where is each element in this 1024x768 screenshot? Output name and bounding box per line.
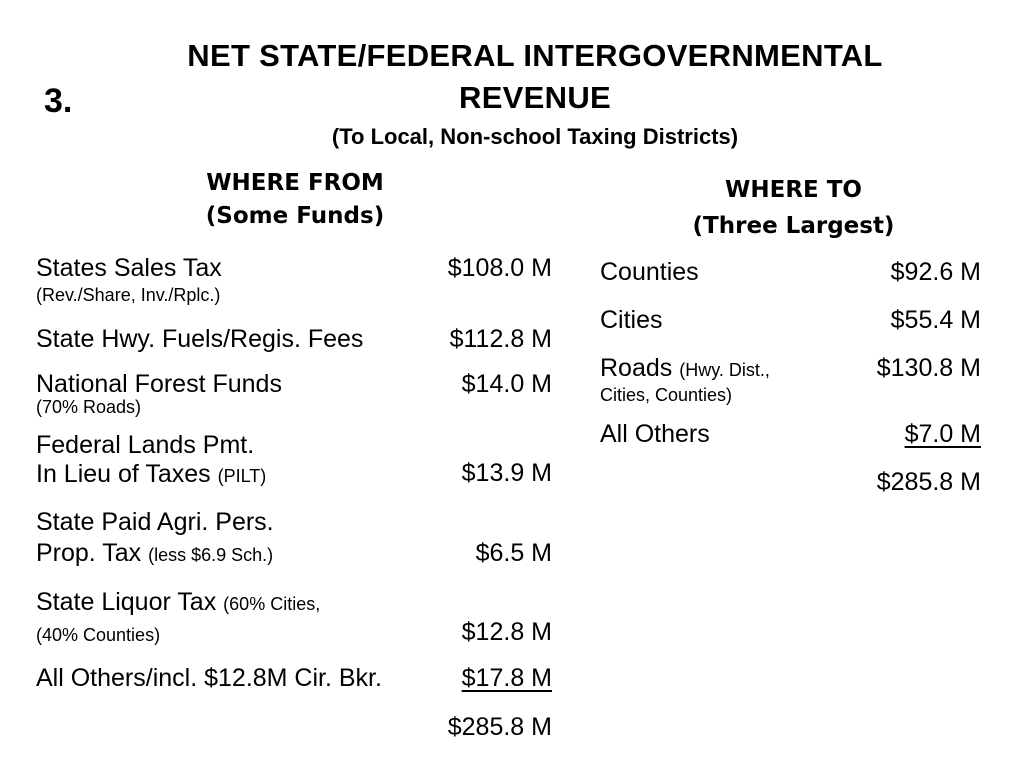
slide-number: 3. bbox=[44, 82, 73, 120]
where-from-total: $285.8 M bbox=[447, 713, 552, 741]
where-from-row-label-line-2 bbox=[36, 539, 273, 568]
where-to-row-amount: $92.6 M bbox=[890, 258, 981, 286]
where-from-row-amount: $112.8 M bbox=[449, 325, 552, 353]
where-to-row-note-line-2: Cities, Counties) bbox=[600, 385, 733, 405]
where-from-row-note: (PILT) bbox=[217, 466, 267, 486]
where-to-row-note: (Hwy. Dist., bbox=[679, 360, 770, 380]
where-from-row-amount: $6.5 M bbox=[475, 539, 552, 567]
where-to-row-label-line-1 bbox=[600, 354, 770, 383]
where-to-row-amount bbox=[820, 420, 981, 449]
where-to-row-label: All Others bbox=[600, 420, 710, 448]
where-from-row-note: (70% Roads) bbox=[36, 397, 142, 417]
where-from-row-label-line-1: Federal Lands Pmt. bbox=[36, 431, 255, 459]
slide-title-line-2: REVENUE bbox=[459, 80, 611, 115]
where-to-row-label: Counties bbox=[600, 258, 699, 286]
where-from-row-label-line-2 bbox=[36, 460, 266, 489]
where-from-row-label: National Forest Funds bbox=[36, 370, 282, 398]
where-from-row-label: In Lieu of Taxes bbox=[36, 460, 211, 488]
where-from-row-amount bbox=[390, 664, 552, 693]
where-from-row-amount: $12.8 M bbox=[461, 618, 552, 646]
where-to-total: $285.8 M bbox=[876, 468, 981, 496]
slide-title-line-1: NET STATE/FEDERAL INTERGOVERNMENTAL bbox=[187, 38, 883, 73]
where-from-row-label: All Others/incl. $12.8M Cir. Bkr. bbox=[36, 664, 382, 692]
where-from-row-amount: $13.9 M bbox=[461, 459, 552, 487]
where-from-row-note: (Rev./Share, Inv./Rplc.) bbox=[36, 285, 221, 305]
where-from-row-amount: $108.0 M bbox=[447, 254, 552, 282]
where-from-row-amount-value: $17.8 M bbox=[461, 664, 552, 692]
where-from-row-label-line-1 bbox=[36, 588, 320, 617]
where-to-row-amount-value: $7.0 M bbox=[904, 420, 981, 448]
where-from-row-label-line-1: State Paid Agri. Pers. bbox=[36, 508, 274, 536]
where-from-row-label: State Liquor Tax bbox=[36, 588, 217, 616]
where-from-row-label: State Hwy. Fuels/Regis. Fees bbox=[36, 325, 364, 353]
where-to-row-label: Cities bbox=[600, 306, 663, 334]
where-from-heading-line-1: WHERE FROM bbox=[206, 170, 384, 196]
where-from-row-label: States Sales Tax bbox=[36, 254, 222, 282]
where-from-row-note: (60% Cities, bbox=[223, 594, 321, 614]
where-to-row-amount: $130.8 M bbox=[876, 354, 981, 382]
where-from-row-amount: $14.0 M bbox=[461, 370, 552, 398]
where-to-row-amount: $55.4 M bbox=[890, 306, 981, 334]
where-from-heading-line-2: (Some Funds) bbox=[205, 203, 385, 229]
where-from-row-note-line-2: (40% Counties) bbox=[36, 625, 161, 645]
slide-subtitle: (To Local, Non-school Taxing Districts) bbox=[331, 124, 739, 149]
where-from-row-note: (less $6.9 Sch.) bbox=[148, 545, 274, 565]
where-to-row-label: Roads bbox=[600, 354, 673, 382]
where-to-heading-line-2: (Three Largest) bbox=[692, 213, 895, 239]
where-to-heading-line-1: WHERE TO bbox=[724, 177, 862, 203]
where-from-row-label: Prop. Tax bbox=[36, 539, 142, 567]
